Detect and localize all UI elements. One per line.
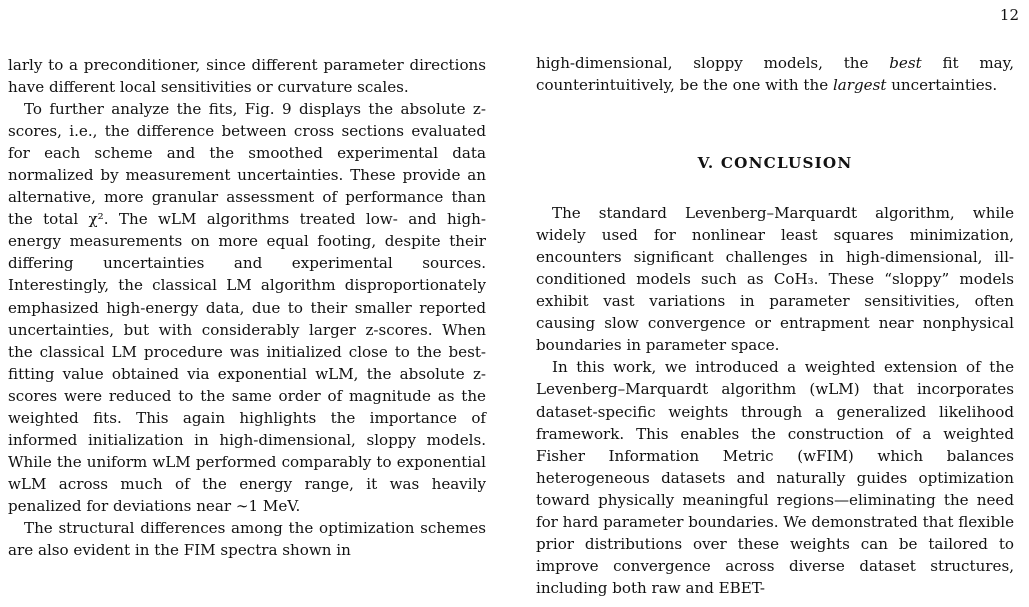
text-run: uncertainties. <box>886 76 998 95</box>
page-number: 12 <box>999 6 1019 24</box>
section-heading-conclusion: V. CONCLUSION <box>697 154 853 173</box>
paragraph-z-scores: To further analyze the fits, Fig. 9 displays the absolute z-scores, i.e., the difference between cross sections evaluated for each scheme and the smoothed experimental data normalized by measurement uncertainties. These provide an alternative, more granular assessment of performance than the total χ². The wLM algorithms treated low- and high-energy measurements on more equal footing, despite their differing uncertainties and experimental sources. Interestingly, the classical LM algorithm disproportionately emphasized high-energy data, due to their smaller reported uncertainties, but with considerably larger z-scores. When the classical LM procedure was initialized close to the best-fitting value obtained via exponential wLM, the absolute z-scores were reduced to the same order of magnitude as the weighted fits. This again highlights the importance of informed initialization in high-dimensional, sloppy models. While the uniform wLM performed comparably to exponential wLM across much of the energy range, it was heavily penalized for deviations near ∼1 MeV. <box>8 100 486 515</box>
paragraph-continuation: larly to a preconditioner, since different parameter directions have different local sensitivities or curvature scales. <box>8 56 486 97</box>
text-run: high-dimensional, sloppy models, the <box>536 54 890 72</box>
right-column <box>536 52 1014 599</box>
paragraph-weighted-lm: In this work, we introduced a weighted extension of the Levenberg–Marquardt algorithm (wLM) that incorporates dataset-specific weights through a generalized likelihood framework. This enables the construction of a weighted Fisher Information Metric (wFIM) which balances heterogeneous datasets and naturally guides optimization toward physically meaningful regions—eliminating the need for hard parameter boundaries. We demonstrated that flexible prior distributions over these weights can be tailored to improve convergence across diverse dataset structures, including both raw and EBET- <box>536 358 1015 597</box>
emphasis-largest: largest <box>832 76 887 95</box>
text-run: fit may, counterintuitively, be the one with the <box>536 54 1014 95</box>
left-column <box>8 54 486 561</box>
paragraph-standard-lm: The standard Levenberg–Marquardt algorithm, while widely used for nonlinear least squares minimization, encounters significant challenges in high-dimensional, ill-conditioned models such as CoH₃. These “sloppy” models exhibit vast variations in parameter sensitivities, often causing slow convergence or entrapment near nonphysical boundaries in parameter space. <box>536 204 1014 355</box>
paragraph-sloppy-models <box>536 52 1014 96</box>
emphasis-best: best <box>889 54 922 72</box>
paragraph-fim-spectra: The structural differences among the optimization schemes are also evident in the FIM spectra shown in <box>8 518 486 560</box>
